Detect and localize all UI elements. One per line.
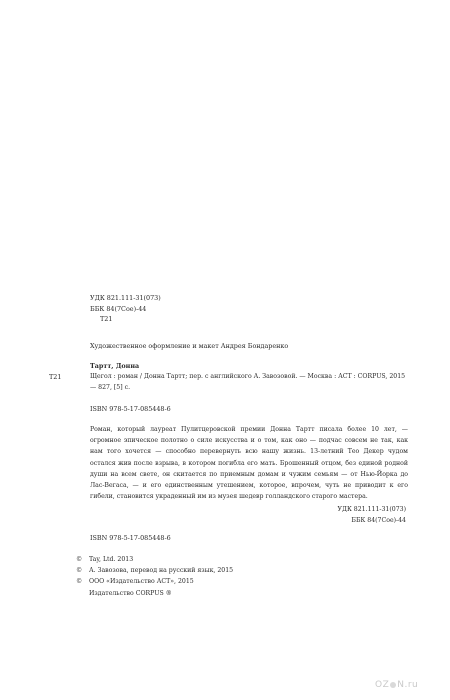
udk-code: УДК 821.111-31(073) <box>337 506 406 513</box>
watermark-text-start: OZ <box>375 680 390 690</box>
copyright-text: А. Завозова, перевод на русский язык, 2015 <box>89 567 234 575</box>
bibliographic-description: Щегол : роман / Донна Тартт; пер. с английского А. Завозовой. — Москва : АСТ : CORPUS, 2015 — 827, [5] с. <box>90 373 406 391</box>
book-annotation: Роман, который лауреат Пулитцеровской премии Донна Тартт писала более 10 лет, — огромное эпическое полотно о силе искусства и о том, как оно — подчас совсем не так, как нам того хочется — способно перевернуть всю нашу жизнь. 13-летний Тео Декер чудом остался жив после взрыва, в котором погибла его мать. Брошенный отцом, без единой родной души на всем свете, он скитается по приемным домам и чужим семьям — от Нью-Йорка до Лас-Вегаса, — и его единственным утешением, которое, впрочем, чуть не приводит к его гибели, становится украденный им из музея шедевр голландского старого мастера. <box>90 426 408 501</box>
copyright-sign: © <box>76 556 83 563</box>
udk-block-right <box>338 504 406 526</box>
copyright-line <box>76 554 233 565</box>
copyright-line <box>76 588 233 599</box>
copyright-text: Издательство CORPUS ® <box>89 589 172 597</box>
ozon-watermark <box>375 680 418 690</box>
copyright-line <box>76 565 233 576</box>
copyright-sign: © <box>76 567 83 575</box>
copyright-sign: © <box>76 578 83 586</box>
artwork-credit: Художественное оформление и макет Андрея Бондаренко <box>90 342 289 350</box>
udk-block-top <box>90 293 161 315</box>
copyright-text: ООО «Издательство АСТ», 2015 <box>89 578 194 586</box>
udk-code: УДК 821.111-31(073) <box>90 294 161 302</box>
copyright-list <box>76 554 233 599</box>
bbk-code: ББК 84(7Сое)-44 <box>351 517 406 524</box>
author-mark-top: Т21 <box>100 315 113 323</box>
isbn-top: ISBN 978-5-17-085448-6 <box>90 405 171 413</box>
watermark-dot-icon <box>390 682 396 688</box>
copyright-line <box>76 576 233 587</box>
bbk-code: ББК 84(7Сое)-44 <box>90 305 147 313</box>
isbn-bottom: ISBN 978-5-17-085448-6 <box>90 534 171 542</box>
watermark-text-end: N.ru <box>397 680 419 690</box>
copyright-text: Tay, Ltd. 2013 <box>89 556 134 563</box>
author-mark-side: Т21 <box>49 373 62 381</box>
author-heading: Тартт, Донна <box>90 362 140 370</box>
